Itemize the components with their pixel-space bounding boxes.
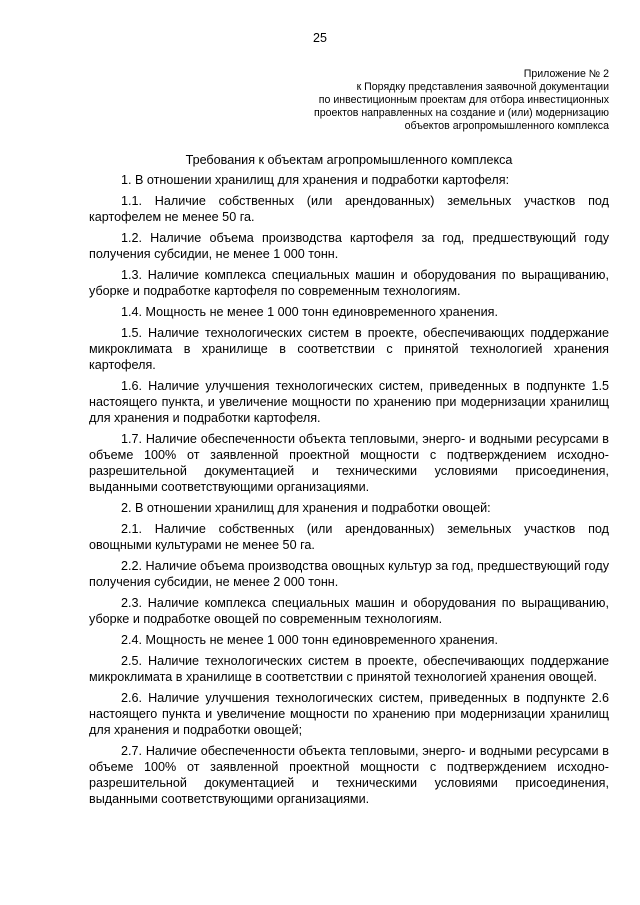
appendix-line: по инвестиционным проектам для отбора инвестиционных xyxy=(318,94,609,106)
requirement-paragraph: 2.4. Мощность не менее 1 000 тонн единовременного хранения. xyxy=(121,633,498,647)
appendix-line: Приложение № 2 xyxy=(523,68,609,80)
requirement-paragraph: 1.1. Наличие собственных (или арендованных) земельных участков под картофелем не менее 50 га. xyxy=(89,194,609,224)
requirement-paragraph: 1.4. Мощность не менее 1 000 тонн единовременного хранения. xyxy=(121,305,498,319)
requirement-paragraph: 2.3. Наличие комплекса специальных машин и оборудования по выращиванию, уборке и подработке овощей по современным технологиям. xyxy=(89,596,609,626)
requirement-paragraph: 1.5. Наличие технологических систем в проекте, обеспечивающих поддержание микроклимата в хранилище в соответствии с принятой технологией хранения картофеля. xyxy=(89,326,609,372)
appendix-line: проектов направленных на создание и (или) модернизацию xyxy=(313,107,609,119)
document-body xyxy=(89,152,609,812)
requirement-paragraph: 1.6. Наличие улучшения технологических систем, приведенных в подпункте 1.5 настоящего пункта, и увеличение мощности по хранению при модернизации хранилищ для хранения и подработки картофеля. xyxy=(89,379,609,425)
page-number: 25 xyxy=(313,31,327,45)
requirement-paragraph: 1.7. Наличие обеспеченности объекта тепловыми, энерго- и водными ресурсами в объеме 100% от заявленной проектной мощности с подтверждением исходно-разрешительной документацией и техническими условиями присоединения, выданными соответствующими организациями. xyxy=(89,432,609,494)
requirement-paragraph: 2.7. Наличие обеспеченности объекта тепловыми, энерго- и водными ресурсами в объеме 100% от заявленной проектной мощности с подтверждением исходно-разрешительной документацией и техническими условиями присоединения, выданными соответствующими организациями. xyxy=(89,744,609,806)
requirement-paragraph: 2.1. Наличие собственных (или арендованных) земельных участков под овощными культурами не менее 50 га. xyxy=(89,522,609,552)
appendix-line: объектов агропромышленного комплекса xyxy=(404,120,609,132)
requirement-paragraph: 2.6. Наличие улучшения технологических систем, приведенных в подпункте 2.6 настоящего пункта и увеличение мощности по хранению при модернизации хранилищ для хранения и подработки овощей; xyxy=(89,691,609,737)
appendix-line: к Порядку представления заявочной документации xyxy=(356,81,609,93)
document-title: Требования к объектам агропромышленного комплекса xyxy=(185,153,513,167)
requirement-paragraph: 1.3. Наличие комплекса специальных машин и оборудования по выращиванию, уборке и подработке картофеля по современным технологиям. xyxy=(89,268,609,298)
requirement-paragraph: 2.2. Наличие объема производства овощных культур за год, предшествующий году получения субсидии, не менее 2 000 тонн. xyxy=(89,559,609,589)
appendix-header xyxy=(249,68,609,133)
section-heading-vegetables: 2. В отношении хранилищ для хранения и подработки овощей: xyxy=(121,501,491,515)
section-heading-potatoes: 1. В отношении хранилищ для хранения и подработки картофеля: xyxy=(121,173,510,187)
requirement-paragraph: 2.5. Наличие технологических систем в проекте, обеспечивающих поддержание микроклимата в хранилище в соответствии с принятой технологией хранения овощей. xyxy=(89,654,609,684)
requirement-paragraph: 1.2. Наличие объема производства картофеля за год, предшествующий году получения субсидии, не менее 1 000 тонн. xyxy=(89,231,609,261)
